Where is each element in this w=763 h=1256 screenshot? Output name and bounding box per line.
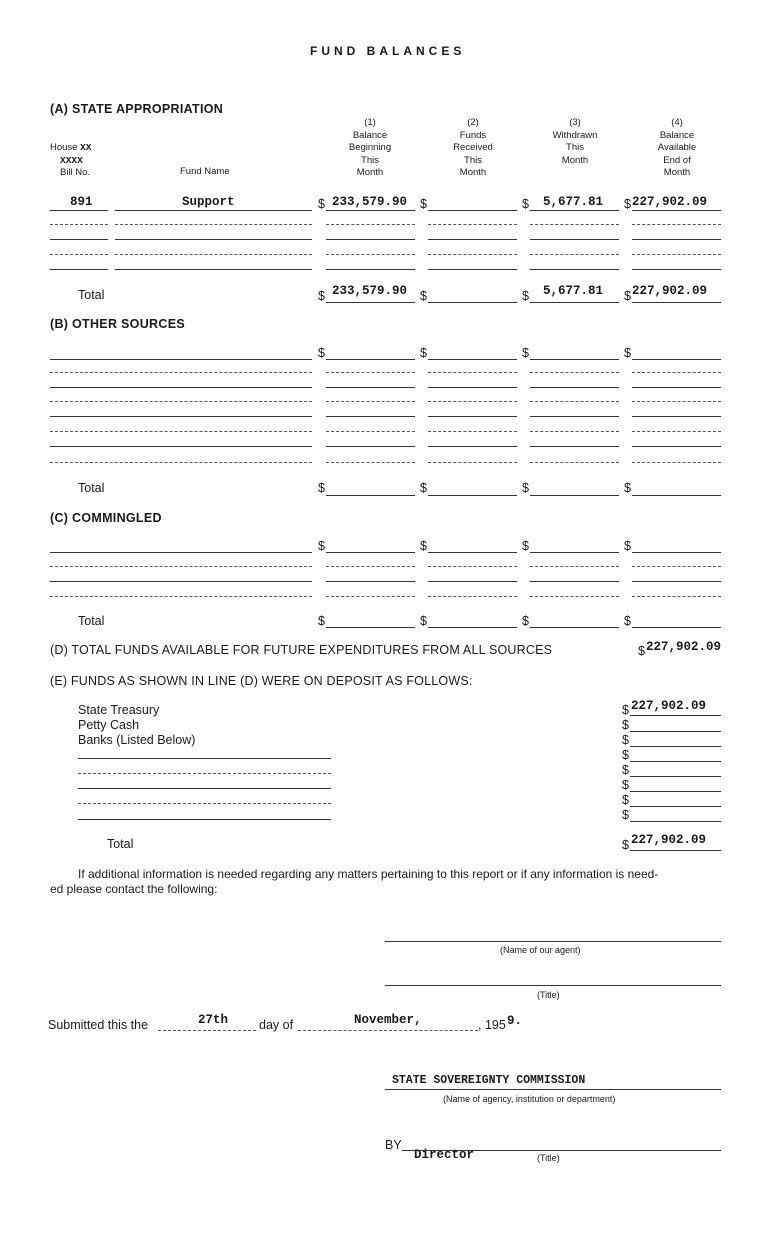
dollar-sign: $ [522, 539, 529, 553]
contact-text-1: If additional information is needed regarding any matters pertaining to this report or if any information is need- [78, 867, 659, 881]
dollar-sign: $ [624, 346, 631, 360]
page-title: FUND BALANCES [310, 44, 466, 58]
year-suffix: 9. [507, 1014, 523, 1028]
dollar-sign: $ [622, 748, 629, 762]
month-line [298, 1030, 478, 1031]
dollar-sign: $ [318, 289, 325, 303]
submitted-day: 27th [198, 1013, 229, 1027]
signature-title-value: Director [414, 1148, 475, 1162]
dollar-sign: $ [420, 289, 427, 303]
dollar-sign: $ [622, 778, 629, 792]
line-d-value: 227,902.09 [646, 640, 722, 654]
dollar-sign: $ [624, 289, 631, 303]
banks-label: Banks (Listed Below) [78, 733, 196, 747]
signature-title-label: (Title) [537, 1153, 560, 1163]
dollar-sign: $ [622, 733, 629, 747]
total-a-c1: 233,579.90 [332, 284, 408, 298]
row-a1-c3: 5,677.81 [543, 195, 604, 209]
total-a-label: Total [78, 288, 105, 302]
dollar-sign: $ [622, 838, 629, 852]
section-b-label: (B) OTHER SOURCES [50, 317, 185, 331]
dollar-sign: $ [318, 197, 325, 211]
line-d-label: (D) TOTAL FUNDS AVAILABLE FOR FUTURE EXPENDITURES FROM ALL SOURCES [50, 643, 553, 657]
dollar-sign: $ [622, 763, 629, 777]
bill-no-header: House XX XXXX Bill No. [50, 142, 92, 178]
dollar-sign: $ [318, 481, 325, 495]
petty-cash-label: Petty Cash [78, 718, 140, 732]
total-a-c4: 227,902.09 [632, 284, 708, 298]
total-c-label: Total [78, 614, 105, 628]
section-c-label: (C) COMMINGLED [50, 511, 162, 525]
dollar-sign: $ [522, 289, 529, 303]
dollar-sign: $ [420, 346, 427, 360]
agency-name: STATE SOVEREIGNTY COMMISSION [392, 1074, 586, 1087]
submitted-month: November, [354, 1013, 422, 1027]
dollar-sign: $ [522, 481, 529, 495]
dollar-sign: $ [624, 197, 631, 211]
submitted-prefix: Submitted this the [48, 1018, 149, 1032]
col1-header: (1) Balance Beginning This Month [348, 117, 392, 178]
col4-header: (4) Balance Available End of Month [657, 117, 697, 178]
total-e-label: Total [107, 837, 134, 851]
total-a-c3: 5,677.81 [543, 284, 604, 298]
dollar-sign: $ [522, 197, 529, 211]
dollar-sign: $ [624, 481, 631, 495]
dollar-sign: $ [420, 539, 427, 553]
dollar-sign: $ [638, 644, 645, 658]
total-e-line [630, 850, 721, 851]
by-label: BY [385, 1138, 402, 1152]
dollar-sign: $ [622, 703, 629, 717]
dollar-sign: $ [420, 197, 427, 211]
dollar-sign: $ [624, 539, 631, 553]
day-of-label: day of [259, 1018, 294, 1032]
day-line [158, 1030, 256, 1031]
agency-label: (Name of agency, institution or department) [443, 1094, 616, 1104]
state-treasury-value: 227,902.09 [631, 699, 707, 713]
agent-title-line [385, 985, 721, 986]
row-a1-bill: 891 [70, 195, 93, 209]
col2-header: (2) Funds Received This Month [453, 117, 493, 178]
total-e-value: 227,902.09 [631, 833, 707, 847]
dollar-sign: $ [318, 539, 325, 553]
year-prefix: , 195 [478, 1018, 506, 1032]
agent-name-line [385, 941, 721, 942]
dollar-sign: $ [420, 481, 427, 495]
line-e-label: (E) FUNDS AS SHOWN IN LINE (D) WERE ON DEPOSIT AS FOLLOWS: [50, 674, 473, 688]
col3-header: (3) Withdrawn This Month [552, 117, 598, 166]
dollar-sign: $ [522, 346, 529, 360]
agency-line [385, 1089, 721, 1090]
row-a1-fund: Support [182, 195, 235, 209]
dollar-sign: $ [318, 346, 325, 360]
dollar-sign: $ [622, 808, 629, 822]
row-a1-c4: 227,902.09 [632, 195, 708, 209]
contact-text-2: ed please contact the following: [50, 882, 218, 896]
dollar-sign: $ [622, 793, 629, 807]
dollar-sign: $ [624, 614, 631, 628]
total-b-label: Total [78, 481, 105, 495]
agent-title-label: (Title) [537, 990, 560, 1000]
dollar-sign: $ [420, 614, 427, 628]
dollar-sign: $ [622, 718, 629, 732]
section-a-label: (A) STATE APPROPRIATION [50, 102, 224, 116]
row-a1-c1: 233,579.90 [332, 195, 408, 209]
state-treasury-label: State Treasury [78, 703, 160, 717]
dollar-sign: $ [318, 614, 325, 628]
agent-name-label: (Name of our agent) [500, 945, 581, 955]
fund-name-header: Fund Name [180, 166, 230, 177]
dollar-sign: $ [522, 614, 529, 628]
